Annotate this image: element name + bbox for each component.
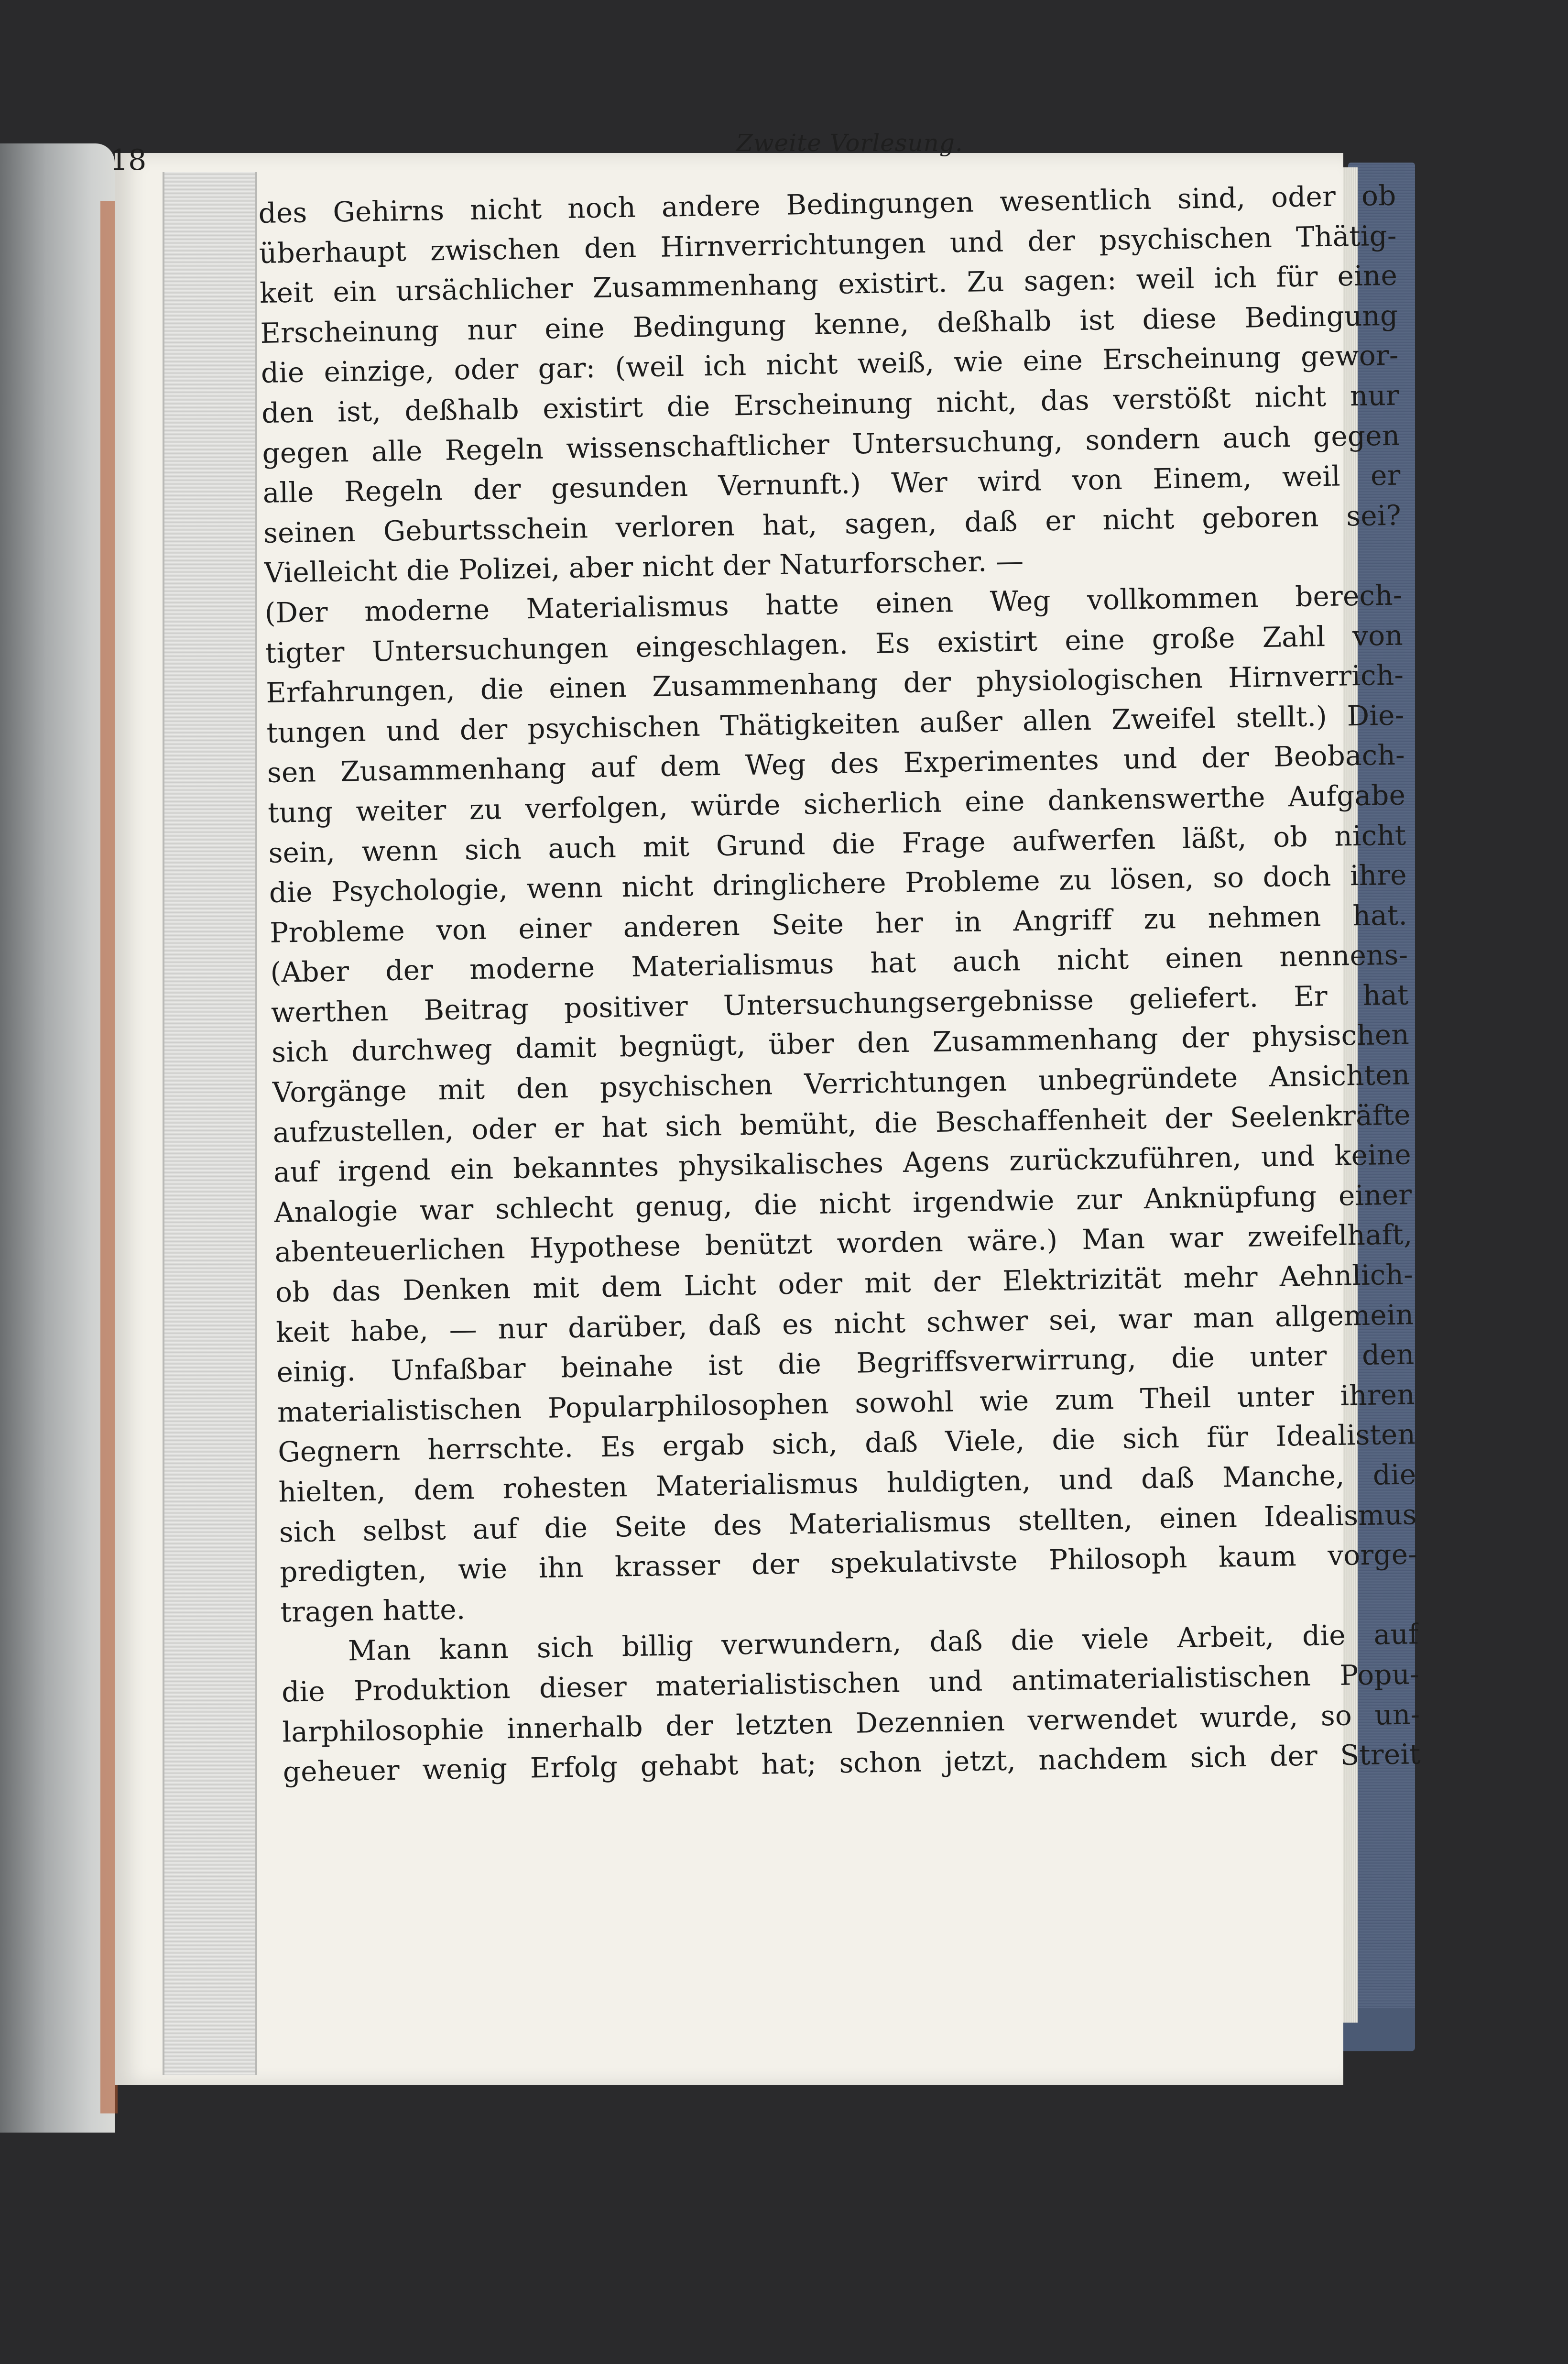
text-line: Man kann sich billig verwundern, daß die viele Arbeit, die auf: [348, 1618, 1419, 1667]
running-title: Zweite Vorlesung.: [736, 129, 963, 157]
text-line: Erfahrungen, die einen Zusammenhang der physiologischen Hirnverrich-: [265, 658, 1404, 709]
text-line: Vorgänge mit den psychischen Verrichtungen unbegründete Ansichten: [272, 1058, 1410, 1109]
text-line: die Psychologie, wenn nicht dringlichere Probleme zu lösen, so doch ihre: [269, 858, 1407, 909]
text-line: tigter Untersuchungen eingeschlagen. Es existirt eine große Zahl von: [265, 619, 1404, 669]
text-line: tragen hatte.: [280, 1593, 466, 1629]
text-line: sen Zusammenhang auf dem Weg des Experimentes und der Beobach-: [267, 738, 1405, 789]
text-line: die einzige, oder gar: (weil ich nicht weiß, wie eine Erscheinung gewor-: [261, 339, 1399, 390]
text-line: gegen alle Regeln wissenschaftlicher Untersuchung, sondern auch gegen: [261, 419, 1400, 470]
text-line: keit ein ursächlicher Zusammenhang existirt. Zu sagen: weil ich für eine: [259, 259, 1398, 310]
text-line: predigten, wie ihn krasser der spekulativste Philosoph kaum vorge-: [279, 1538, 1418, 1588]
text-line: larphilosophie innerhalb der letzten Dezennien verwendet wurde, so un-: [282, 1697, 1420, 1749]
text-line: Vielleicht die Polizei, aber nicht der Naturforscher. —: [263, 545, 1024, 590]
facing-page-edge: [0, 143, 115, 2133]
text-line: geheuer wenig Erfolg gehabt hat; schon jetzt, nachdem sich der Streit: [283, 1738, 1421, 1788]
text-line: (Der moderne Materialismus hatte einen Weg vollkommen berech-: [264, 579, 1403, 629]
text-line: aufzustellen, oder er hat sich bemüht, die Beschaffenheit der Seelenkräfte: [272, 1098, 1411, 1149]
text-line: tungen und der psychischen Thätigkeiten außer allen Zweifel stellt.) Die-: [266, 699, 1405, 749]
text-line: überhaupt zwischen den Hirnverrichtungen und der psychischen Thätig-: [259, 219, 1397, 270]
text-line: des Gehirns nicht noch andere Bedingungen wesentlich sind, oder ob: [258, 179, 1396, 230]
page-number: 18: [110, 143, 147, 177]
text-line: Gegnern herrschte. Es ergab sich, daß Viele, die sich für Idealisten: [277, 1418, 1416, 1469]
text-line: Erscheinung nur eine Bedingung kenne, deßhalb ist diese Bedingung: [260, 299, 1398, 350]
text-line: die Produktion dieser materialistischen und antimaterialistischen Popu-: [281, 1658, 1420, 1708]
text-line: sich selbst auf die Seite des Materialismus stellten, einen Idealismus: [279, 1498, 1417, 1549]
text-line: hielten, dem rohesten Materialismus huldigten, und daß Manche, die: [278, 1458, 1416, 1509]
text-line: seinen Geburtsschein verloren hat, sagen, daß er nicht geboren sei?: [263, 499, 1402, 549]
text-line: Analogie war schlecht genug, die nicht irgendwie zur Anknüpfung einer: [273, 1178, 1412, 1229]
text-line: Probleme von einer anderen Seite her in Angriff zu nehmen hat.: [269, 898, 1408, 949]
text-line: werthen Beitrag positiver Untersuchungsergebnisse geliefert. Er hat: [271, 978, 1409, 1029]
text-line: (Aber der moderne Materialismus hat auch nicht einen nennens-: [270, 938, 1408, 989]
text-line: abenteuerlichen Hypothese benützt worden wäre.) Man war zweifelhaft,: [274, 1218, 1413, 1269]
text-line: alle Regeln der gesunden Vernunft.) Wer wird von Einem, weil er: [262, 459, 1401, 510]
text-line: tung weiter zu verfolgen, würde sicherlich eine dankenswerthe Aufgabe: [267, 778, 1406, 829]
text-line: den ist, deßhalb existirt die Erscheinung nicht, das verstößt nicht nur: [261, 379, 1400, 429]
text-line: materialistischen Popularphilosophen sowohl wie zum Theil unter ihren: [277, 1378, 1416, 1429]
text-line: einig. Unfaßbar beinahe ist die Begriffsverwirrung, die unter den: [276, 1338, 1415, 1389]
text-line: ob das Denken mit dem Licht oder mit der Elektrizität mehr Aehnlich-: [275, 1258, 1414, 1309]
text-line: sein, wenn sich auch mit Grund die Frage aufwerfen läßt, ob nicht: [268, 818, 1406, 869]
text-line: auf irgend ein bekanntes physikalisches Agens zurückzuführen, und keine: [273, 1138, 1412, 1189]
body-text: [258, 176, 1421, 1793]
text-line: keit habe, — nur darüber, daß es nicht schwer sei, war man allgemein: [275, 1298, 1414, 1349]
gutter-strip: [163, 172, 257, 2075]
text-line: sich durchweg damit begnügt, über den Zusammenhang der physischen: [271, 1018, 1410, 1069]
